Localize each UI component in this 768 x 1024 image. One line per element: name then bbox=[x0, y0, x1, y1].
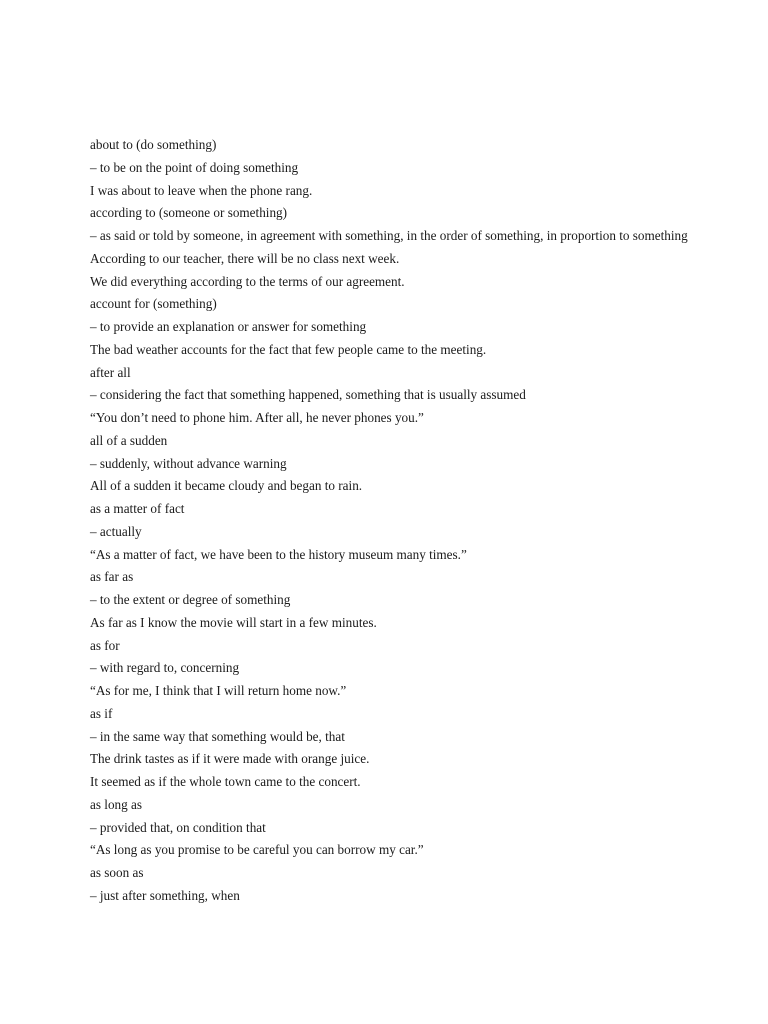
idiom-definition: – to provide an explanation or answer for something bbox=[90, 319, 367, 334]
idiom-example: The bad weather accounts for the fact that few people came to the meeting. bbox=[90, 341, 487, 357]
idiom-example: As far as I know the movie will start in a few minutes. bbox=[90, 614, 377, 630]
idiom-term: after all bbox=[90, 364, 131, 380]
idiom-term: as a matter of fact bbox=[90, 501, 185, 516]
idiom-term: all of a sudden bbox=[90, 432, 168, 448]
idiom-example: The drink tastes as if it were made with orange juice. bbox=[90, 751, 370, 767]
idiom-term: according to (someone or something) bbox=[90, 205, 288, 221]
idiom-term: as soon as bbox=[90, 865, 144, 880]
idiom-example: It seemed as if the whole town came to the concert. bbox=[90, 774, 361, 789]
idiom-example: “As for me, I think that I will return home now.” bbox=[90, 683, 347, 698]
idiom-definition: – provided that, on condition that bbox=[90, 819, 266, 835]
idiom-definition: – as said or told by someone, in agreement with something, in the order of something, in proportion to something bbox=[90, 228, 688, 243]
idiom-example: I was about to leave when the phone rang. bbox=[90, 182, 313, 198]
idiom-definition: – suddenly, without advance warning bbox=[90, 455, 287, 471]
idiom-list bbox=[90, 134, 740, 908]
idiom-example: “As a matter of fact, we have been to the history museum many times.” bbox=[90, 546, 467, 562]
idiom-definition: – actually bbox=[90, 523, 142, 539]
idiom-definition: – to the extent or degree of something bbox=[90, 592, 291, 607]
idiom-definition: – with regard to, concerning bbox=[90, 660, 240, 676]
idiom-term: as if bbox=[90, 705, 113, 721]
idiom-example: We did everything according to the terms of our agreement. bbox=[90, 273, 405, 289]
idiom-definition: – considering the fact that something happened, something that is usually assumed bbox=[90, 387, 526, 403]
idiom-term: as long as bbox=[90, 796, 143, 812]
idiom-example: “You don’t need to phone him. After all, he never phones you.” bbox=[90, 410, 424, 425]
idiom-term: as far as bbox=[90, 569, 134, 585]
idiom-term: as for bbox=[90, 637, 120, 653]
idiom-term: about to (do something) bbox=[90, 137, 217, 152]
idiom-example: “As long as you promise to be careful you can borrow my car.” bbox=[90, 842, 424, 858]
idiom-example: All of a sudden it became cloudy and began to rain. bbox=[90, 478, 363, 494]
idiom-definition: – just after something, when bbox=[90, 887, 240, 903]
idiom-definition: – in the same way that something would be, that bbox=[90, 728, 345, 744]
idiom-term: account for (something) bbox=[90, 296, 217, 312]
idiom-definition: – to be on the point of doing something bbox=[90, 159, 299, 175]
idiom-example: According to our teacher, there will be no class next week. bbox=[90, 250, 400, 266]
